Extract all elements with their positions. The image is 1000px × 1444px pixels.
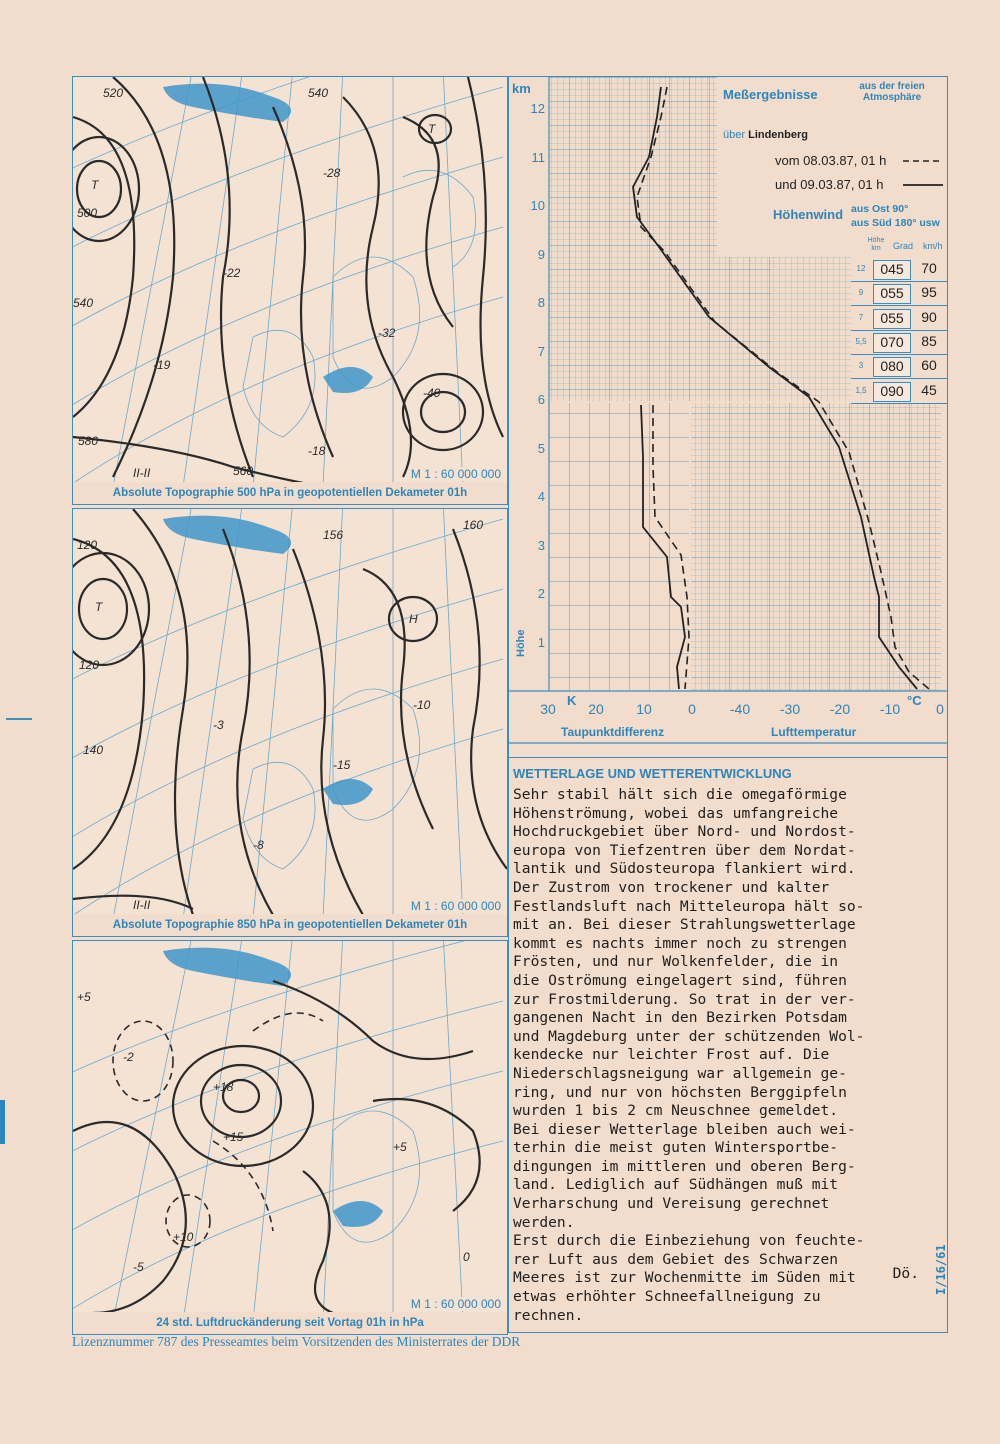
dew-unit: K	[567, 693, 577, 708]
svg-text:140: 140	[83, 743, 104, 757]
y-tick-label: 6	[537, 392, 545, 407]
svg-text:-5: -5	[133, 1260, 144, 1274]
svg-text:-15: -15	[333, 758, 351, 772]
diagram-title: Meßergebnisse	[723, 87, 818, 102]
map-500hpa	[72, 76, 508, 484]
wind-speed: 60	[921, 357, 937, 374]
title-box	[717, 77, 947, 257]
text-heading: WETTERLAGE UND WETTERENTWICKLUNG	[513, 766, 792, 781]
svg-text:160: 160	[463, 518, 484, 532]
svg-text:+5: +5	[393, 1140, 407, 1154]
y-tick-label: 2	[537, 586, 545, 601]
subtitle-line-1: aus der freien	[859, 81, 925, 92]
temp-tick-label: -30	[779, 701, 801, 717]
svg-text:-28: -28	[323, 166, 341, 180]
svg-text:-10: -10	[413, 698, 431, 712]
wind-height: 7	[858, 312, 864, 322]
y-tick-label: 7	[537, 343, 545, 359]
station-name: Lindenberg	[748, 129, 808, 141]
map-scale: M 1 : 60 000 000	[410, 1297, 501, 1311]
map-scale: M 1 : 60 000 000	[410, 467, 501, 481]
map-500hpa-drawing	[73, 77, 507, 483]
dashed-legend	[903, 159, 943, 163]
wind-direction: 045	[873, 260, 911, 280]
map-caption: 24 std. Luftdruckänderung seit Vortag 01h in hPa	[72, 1312, 508, 1335]
y-tick-label: 12	[530, 101, 545, 116]
svg-text:II-II: II-II	[133, 466, 151, 480]
svg-text:580: 580	[78, 434, 99, 448]
body-text: Sehr stabil hält sich die omegaförmige Höhenströmung, wobei das umfangreiche Hochdruckgebiet über Nord- und Nordost- europa von Tiefzentren über dem Nordat- lantik und Südosteuropa flankiert wird. Der Zustrom von trockener und kalter Festlandsluft nach Mitteleuropa hält so- mit an. Bei dieser Strahlungswetterlage kommt es nachts immer noch zu strengen Frösten, und nur Wolkenfelder, die in die Oströmung eingelagert sind, führen zur Frostmilderung. So trat in der ver- gangenen Nacht in den Bezirken Potsdam und Magdeburg unter der schützenden Wol- kendecke nur leichter Frost auf. Die Niederschlagsneigung war allgemein ge- ring, und nur von höchsten Berggipfeln wurden 1 bis 2 cm Neuschnee gemeldet. Bei dieser Wetterlage bleiben auch wei- terhin die meist guten Wintersportbe- dingungen im mittleren und oberen Berg- land. Lediglich auf Südhängen muß mit Verharschung und Vereisung gerechnet werden. Erst durch die Einbeziehung von feuchte- rer Luft aus dem Gebiet des Schwarzen Meeres ist zur Wochenmitte im Süden mit etwas erhöhter Schneefallneigung zu rechnen.	[513, 786, 865, 1324]
svg-text:-3: -3	[213, 718, 224, 732]
svg-text:-40: -40	[423, 386, 441, 400]
col-speed: km/h	[923, 241, 943, 251]
date-2: und 09.03.87, 01 h	[775, 177, 884, 192]
wind-note-1: aus Ost 90°	[851, 203, 909, 215]
wind-direction: 090	[873, 382, 911, 402]
wind-speed: 95	[921, 284, 937, 301]
temp-unit: °C	[907, 693, 922, 708]
dew-tick-label: 20	[588, 701, 604, 717]
wind-height: 1,5	[855, 385, 867, 395]
col-height: Höhe km	[867, 237, 885, 252]
svg-text:+18: +18	[213, 1080, 234, 1094]
hoehe-label: Höhe	[515, 629, 527, 657]
wind-height: 12	[856, 264, 866, 273]
dew-tick-label: 30	[540, 701, 556, 717]
wind-speed: 85	[921, 332, 937, 349]
svg-text:-18: -18	[308, 444, 326, 458]
map-caption: Absolute Topographie 850 hPa in geopotentiellen Dekameter 01h	[72, 914, 508, 937]
wind-speed: 70	[921, 260, 937, 276]
y-tick-label: 11	[531, 149, 545, 165]
wind-direction: 055	[873, 309, 911, 329]
km-label: km	[512, 81, 531, 96]
svg-text:H: H	[409, 612, 418, 626]
temp-tick-label: 0	[936, 701, 944, 717]
wind-height: 5,5	[855, 336, 867, 346]
margin-mark	[6, 718, 32, 720]
wind-note-2: aus Süd 180° usw	[851, 217, 940, 229]
wind-table-row	[851, 354, 947, 379]
svg-text:500: 500	[77, 206, 98, 220]
diagram-subtitle	[847, 81, 937, 103]
svg-text:560: 560	[233, 464, 254, 478]
svg-text:T: T	[428, 122, 436, 136]
map-pressure-change-drawing	[73, 941, 507, 1313]
wind-speed: 90	[921, 308, 937, 325]
y-tick-label: 3	[537, 537, 545, 553]
svg-text:0: 0	[463, 1250, 470, 1264]
y-tick-label: 4	[537, 489, 545, 504]
y-tick-label: 1	[537, 634, 545, 650]
svg-text:II-II: II-II	[133, 898, 151, 912]
svg-text:+10: +10	[173, 1230, 194, 1244]
weather-text-panel	[508, 758, 948, 1333]
temp-axis-label: Lufttemperatur	[771, 725, 857, 739]
wind-direction: 080	[873, 357, 911, 377]
y-tick-label: 10	[530, 198, 545, 213]
station-prefix: über	[723, 129, 746, 141]
y-tick-label: 9	[537, 246, 545, 262]
date-1: vom 08.03.87, 01 h	[775, 153, 887, 168]
temp-tick-label: -40	[729, 701, 751, 717]
svg-text:156: 156	[323, 528, 344, 542]
svg-text:-8: -8	[253, 838, 264, 852]
signature: Dö.	[892, 1265, 919, 1282]
map-850hpa-drawing	[73, 509, 507, 915]
station-line	[723, 129, 808, 141]
map-850hpa	[72, 508, 508, 916]
svg-text:540: 540	[308, 86, 329, 100]
wind-table-row	[851, 379, 947, 404]
svg-text:-19: -19	[153, 358, 171, 372]
subtitle-line-2: Atmosphäre	[862, 92, 922, 103]
svg-text:-32: -32	[378, 326, 396, 340]
wind-height: 9	[858, 288, 864, 298]
svg-text:-2: -2	[123, 1050, 134, 1064]
solid-legend	[903, 183, 943, 187]
svg-text:-22: -22	[223, 266, 241, 280]
margin-strip	[0, 1100, 5, 1144]
y-tick-label: 8	[537, 295, 545, 310]
wind-height: 3	[858, 361, 864, 371]
wind-table-row	[851, 281, 947, 306]
col-degree: Grad	[893, 241, 914, 251]
wind-table-row	[851, 257, 947, 282]
dew-tick-label: 10	[636, 701, 652, 717]
dew-axis-label: Taupunktdifferenz	[561, 725, 665, 739]
temp-tick-label: -10	[879, 701, 901, 717]
wind-title: Höhenwind	[773, 207, 844, 222]
svg-text:T: T	[91, 178, 99, 192]
wind-table-row	[851, 330, 947, 355]
map-scale: M 1 : 60 000 000	[410, 899, 501, 913]
map-pressure-change	[72, 940, 508, 1314]
svg-text:120: 120	[77, 538, 98, 552]
temp-tick-label: -20	[829, 701, 851, 717]
wind-table-row	[851, 306, 947, 331]
svg-text:540: 540	[73, 296, 94, 310]
dew-tick-label: 0	[688, 701, 696, 717]
svg-text:120: 120	[79, 658, 100, 672]
sounding-diagram	[508, 76, 948, 758]
svg-text:+5: +5	[77, 990, 91, 1004]
wind-direction: 070	[873, 333, 911, 353]
wind-table	[851, 257, 947, 403]
license-line: Lizenznummer 787 des Presseamtes beim Vorsitzenden des Ministerrates der DDR	[72, 1334, 521, 1349]
svg-text:+15: +15	[223, 1130, 244, 1144]
wind-speed: 45	[921, 381, 937, 398]
map-caption: Absolute Topographie 500 hPa in geopotentiellen Dekameter 01h	[72, 482, 508, 505]
y-tick-label: 5	[537, 440, 545, 456]
wind-direction: 055	[873, 284, 911, 304]
svg-text:520: 520	[103, 86, 124, 100]
side-code: I/16/61	[934, 1244, 948, 1295]
svg-text:T: T	[95, 600, 103, 614]
